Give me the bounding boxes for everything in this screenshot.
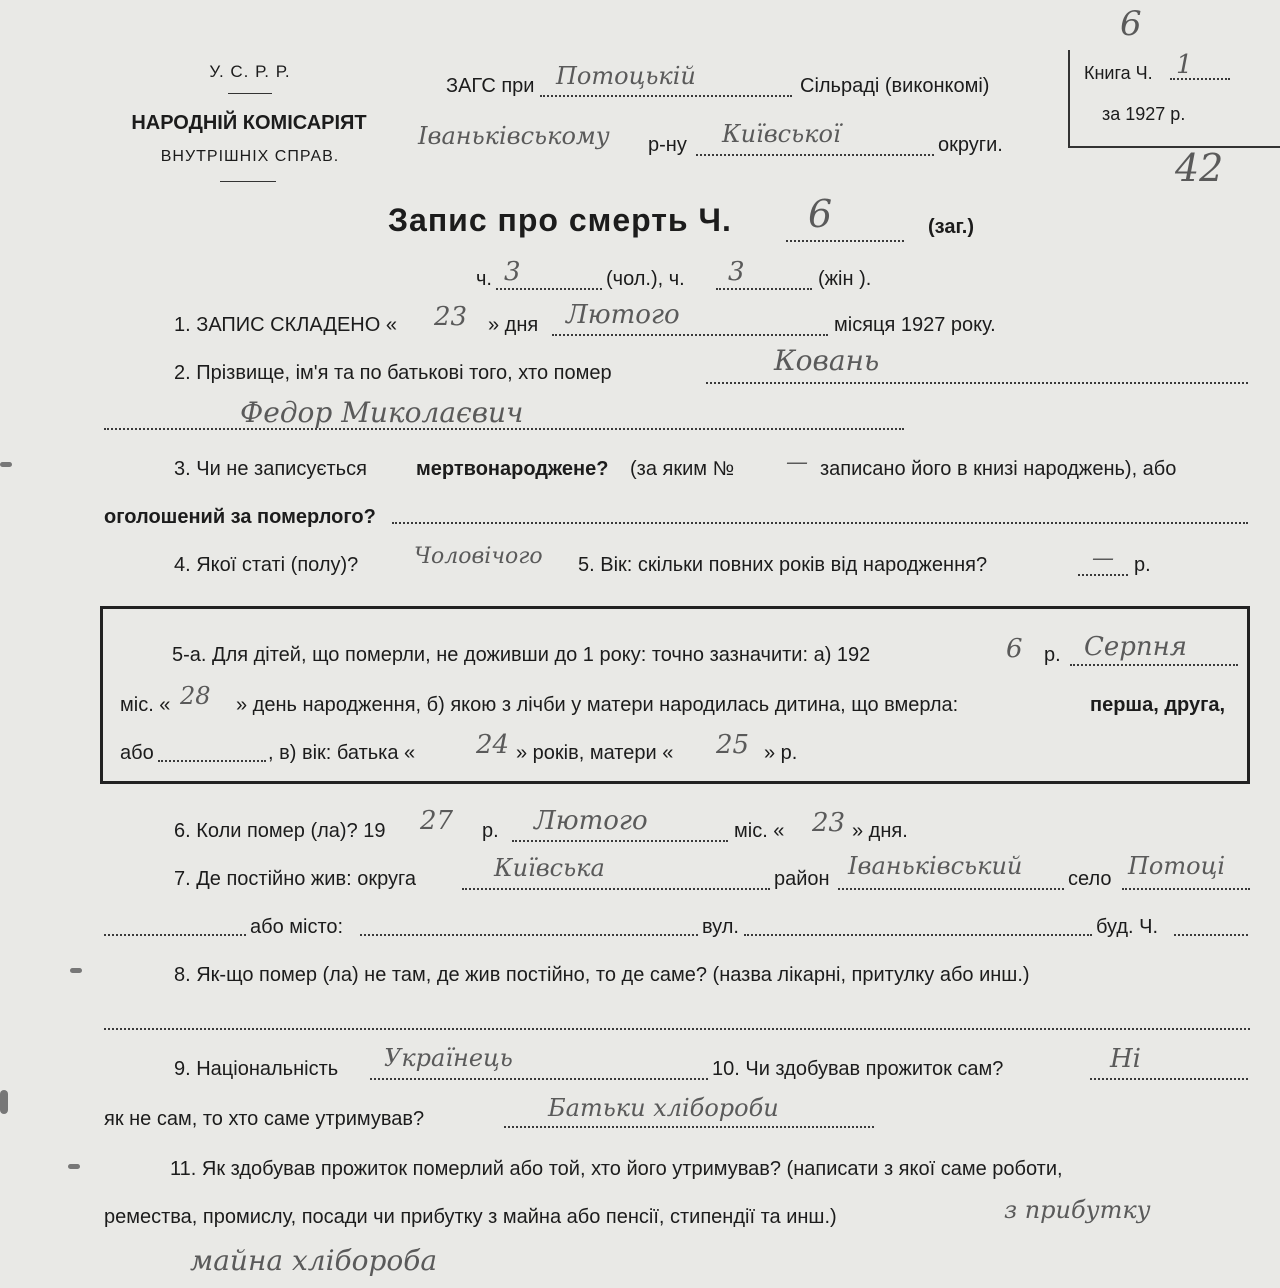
item5a-line2-b: » день народження, б) якою з лічби у матери народилась дитина, що вмерла: — [236, 694, 959, 716]
dotted-line — [1090, 1078, 1248, 1080]
dotted-line — [462, 888, 770, 890]
ussr-label: У. С. Р. Р. — [209, 62, 291, 81]
item8-label: 8. Як-що помер (ла) не там, де жив постійно, то де саме? (назва лікарні, притулку або инш.) — [174, 964, 1030, 986]
female-count-handwritten: 3 — [728, 257, 745, 287]
item5a-day-handwritten: 28 — [180, 682, 211, 710]
item5a-father-age-handwritten: 24 — [476, 730, 510, 760]
raion-suffix: р-ну — [648, 134, 687, 156]
dotted-line — [104, 934, 246, 936]
item4-label: 4. Якої статі (полу)? — [174, 554, 359, 576]
item2-surname-handwritten: Ковань — [774, 344, 880, 377]
dotted-line — [1078, 574, 1128, 576]
record-title: Запис про смерть Ч. — [388, 202, 732, 238]
punch-mark — [0, 462, 12, 467]
item9-label: 9. Національність — [174, 1058, 339, 1080]
dotted-line — [706, 382, 1248, 384]
item7-building: буд. Ч. — [1096, 916, 1159, 938]
item5-label: 5. Вік: скільки повних років від народження? — [578, 554, 988, 576]
item5a-month-handwritten: Серпня — [1084, 632, 1188, 662]
dotted-line — [496, 288, 602, 290]
item7-raion: район — [774, 868, 830, 890]
zags-prefix: ЗАГС при — [446, 75, 535, 97]
item7-raion-handwritten: Іваньківський — [848, 852, 1023, 880]
item10-line2-handwritten: Батьки хлібороби — [548, 1094, 779, 1122]
dotted-line — [786, 240, 904, 242]
item7-okruha-handwritten: Київська — [494, 854, 605, 882]
item3-line2: оголошений за померлого? — [104, 506, 376, 528]
item11-line1: 11. Як здобував прожиток померлий або той, хто його утримував? (написати з якої саме роботи, — [170, 1158, 1063, 1180]
page-mark: 6 — [1120, 4, 1142, 44]
dotted-line — [512, 840, 728, 842]
department-label: ВНУТРІШНІХ СПРАВ. — [160, 148, 340, 165]
item3-label-b: мертвонароджене? — [416, 458, 609, 480]
item3-label-a: 3. Чи не записується — [174, 458, 367, 480]
item6-year-handwritten: 27 — [420, 806, 454, 836]
dotted-line — [1070, 664, 1238, 666]
handwritten-number: 42 — [1175, 146, 1224, 190]
item5a-mother-age-handwritten: 25 — [716, 730, 750, 760]
okruha-handwritten: Київської — [722, 120, 841, 148]
punch-mark — [0, 1090, 8, 1114]
female-label: (жін ). — [818, 268, 872, 290]
dotted-line — [104, 1028, 1250, 1030]
item5a-line1: 5-а. Для дітей, що померли, не доживши до 1 року: точно зазначити: а) 192 — [172, 644, 871, 666]
item5-age-suffix: р. — [1134, 554, 1151, 576]
dotted-line — [1174, 934, 1248, 936]
item6-month-handwritten: Лютого — [534, 806, 648, 836]
book-label: Книга Ч. — [1084, 63, 1153, 83]
item10-line2: як не сам, то хто саме утримував? — [104, 1108, 425, 1130]
punch-mark — [68, 1164, 80, 1169]
item7-label: 7. Де постійно жив: округа — [174, 868, 416, 890]
item7-city: або місто: — [250, 916, 344, 938]
book-year: за 1927 р. — [1102, 104, 1186, 124]
item5a-r: р. — [1044, 644, 1061, 666]
item1-day-handwritten: 23 — [434, 302, 468, 332]
council-label: Сільраді (виконкомі) — [800, 75, 990, 97]
item2-name-handwritten: Федор Миколаєвич — [240, 396, 524, 429]
zags-village-handwritten: Потоцькій — [556, 62, 696, 90]
item7-selo-handwritten: Потоці — [1128, 852, 1226, 880]
item1-mid: » дня — [488, 314, 539, 336]
item6-mis: міс. « — [734, 820, 785, 842]
male-label: (чол.), ч. — [606, 268, 685, 290]
record-title-suffix: (заг.) — [928, 216, 975, 238]
item9-nationality-handwritten: Українець — [384, 1044, 513, 1072]
item7-selo: село — [1068, 868, 1112, 890]
item11-line3-handwritten: майна хлібороба — [190, 1244, 438, 1277]
item5a-line3-b: , в) вік: батька « — [268, 742, 416, 764]
dotted-line — [370, 1078, 708, 1080]
dotted-line — [158, 760, 266, 762]
dotted-line — [1170, 78, 1230, 80]
item5a-line3-d: » р. — [764, 742, 798, 764]
count-label: ч. — [476, 268, 492, 290]
dotted-line — [696, 154, 934, 156]
male-count-handwritten: 3 — [504, 257, 521, 287]
raion-handwritten: Іваньківському — [418, 122, 610, 150]
item10-handwritten: Ні — [1110, 1044, 1141, 1074]
dotted-line — [716, 288, 812, 290]
item1-end: місяця 1927 року. — [834, 314, 996, 336]
item6-day-handwritten: 23 — [812, 808, 846, 838]
item3-label-c: (за яким № — [630, 458, 735, 480]
item11-line2-handwritten: з прибутку — [1004, 1196, 1151, 1224]
item6-label: 6. Коли помер (ла)? 19 — [174, 820, 386, 842]
dotted-line — [744, 934, 1092, 936]
dotted-line — [552, 334, 828, 336]
dotted-line — [104, 428, 904, 430]
item5a-line2-c: перша, друга, — [1090, 694, 1226, 716]
dotted-line — [392, 522, 1248, 524]
item10-label: 10. Чи здобував прожиток сам? — [712, 1058, 1004, 1080]
item5a-year-handwritten: 6 — [1006, 634, 1023, 664]
dotted-line — [504, 1126, 874, 1128]
item6-end: » дня. — [852, 820, 908, 842]
item5a-line3-c: » років, матери « — [516, 742, 674, 764]
item2-label: 2. Прізвище, ім'я та по батькові того, хто помер — [174, 362, 612, 384]
item7-street: вул. — [702, 916, 739, 938]
commissariat-title: НАРОДНІЙ КОМІСАРІЯТ — [131, 112, 367, 134]
item5a-line3-a: або — [120, 742, 154, 764]
okruha-suffix: округи. — [938, 134, 1003, 156]
divider — [220, 181, 276, 182]
item5a-line2-a: міс. « — [120, 694, 171, 716]
item3-number-handwritten: — — [786, 450, 808, 475]
dotted-line — [838, 888, 1064, 890]
book-number-handwritten: 1 — [1176, 50, 1193, 80]
item4-sex-handwritten: Чоловічого — [414, 544, 543, 569]
item11-line2: ремества, промислу, посади чи прибутку з майна або пенсії, стипендії та инш.) — [104, 1206, 837, 1228]
dotted-line — [540, 95, 792, 97]
divider — [228, 93, 272, 94]
record-number-handwritten: 6 — [808, 192, 833, 236]
dotted-line — [360, 934, 698, 936]
item1-label: 1. ЗАПИС СКЛАДЕНО « — [174, 314, 397, 336]
item3-label-d: записано його в книзі народжень), або — [820, 458, 1177, 480]
dotted-line — [1122, 888, 1250, 890]
item5-age-handwritten: — — [1092, 546, 1114, 571]
punch-mark — [70, 968, 82, 973]
item6-r: р. — [482, 820, 499, 842]
item1-month-handwritten: Лютого — [566, 300, 680, 330]
